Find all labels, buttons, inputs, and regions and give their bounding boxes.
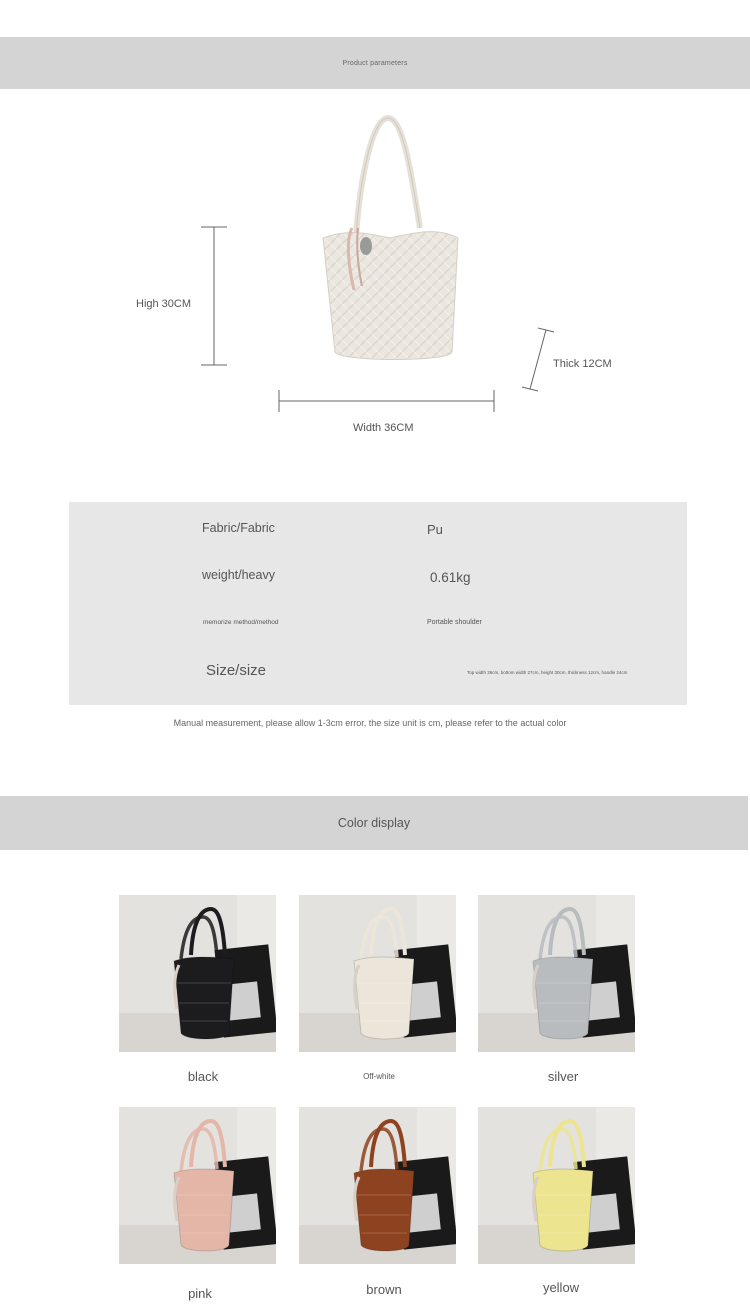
color-thumbnail-yellow[interactable] (478, 1107, 635, 1264)
fabric-value: Pu (427, 522, 443, 537)
color-label: silver (547, 1069, 579, 1084)
product-dimension-illustration (0, 100, 750, 460)
color-thumbnail-off-white[interactable] (299, 895, 456, 1052)
bag-diagram (0, 100, 750, 460)
color-label: black (187, 1069, 219, 1084)
product-parameters-header (0, 37, 750, 89)
color-label: yellow (542, 1280, 580, 1295)
fabric-label: Fabric/Fabric (202, 521, 275, 535)
parameters-table (69, 502, 687, 705)
color-thumbnail-brown[interactable] (299, 1107, 456, 1264)
size-value: Top width 36cm, bottom width 27cm, height 30cm, thickness 12cm, handle 24cm (467, 670, 628, 675)
color-thumbnail-silver[interactable] (478, 895, 635, 1052)
color-display-header (0, 796, 748, 850)
method-label: memorize method/method (203, 619, 279, 626)
color-label: brown (366, 1282, 402, 1297)
weight-label: weight/heavy (202, 568, 275, 582)
size-label: Size/size (206, 662, 267, 679)
section-title: Product parameters (342, 59, 408, 67)
method-value: Portable shoulder (427, 619, 482, 626)
section-title: Color display (337, 816, 411, 830)
height-label: High 30CM (136, 298, 192, 310)
weight-value: 0.61kg (430, 570, 471, 585)
color-label: Off-white (363, 1072, 395, 1081)
thickness-label: Thick 12CM (553, 358, 612, 370)
color-thumbnail-pink[interactable] (119, 1107, 276, 1264)
measurement-note: Manual measurement, please allow 1-3cm error, the size unit is cm, please refer to the actual color (173, 718, 567, 728)
color-thumbnail-black[interactable] (119, 895, 276, 1052)
width-label: Width 36CM (353, 422, 414, 434)
color-label: pink (188, 1286, 212, 1301)
